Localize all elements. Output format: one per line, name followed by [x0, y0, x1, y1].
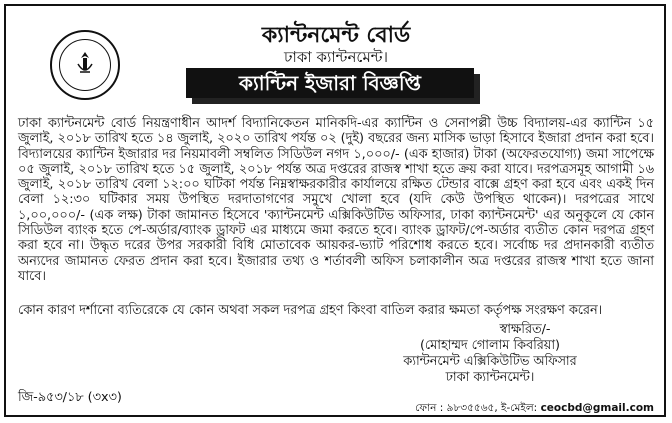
- signatory-name: (মোহাম্মদ গোলাম কিবরিয়া): [419, 338, 561, 353]
- contact-info: [415, 401, 654, 418]
- signatory-designation: ক্যান্টনমেন্ট এক্সিকিউটিভ অফিসার: [403, 354, 577, 369]
- email-label: ই-মেইল:: [501, 402, 538, 414]
- signatory-office: ঢাকা ক্যান্টনমেন্ট।: [445, 370, 535, 385]
- notice-body-paragraph: ঢাকা ক্যান্টনমেন্ট বোর্ড নিয়ন্ত্রণাধীন আদর্শ বিদ্যানিকেতন মানিকদি-এর ক্যান্টিন ও সেনাপল্লী উচ্চ বিদ্যালয়-এর ক্যান্টিন ১৫ জুলাই, ২০১৮ তারিখ হতে ১৪ জুলাই, ২০২০ তারিখ পর্যন্ত ০২ (দুই) বছরের জন্য মাসিক ভাড়া হিসাবে ইজারা প্রদান করা হবে। বিদ্যালয়ের ক্যান্টিন ইজারার দর নিয়মাবলী সম্বলিত সিডিউল নগদ ১,০০০/- (এক হাজার) টাকা (অফেরতযোগ্য) জমা সাপেক্ষে ০৫ জুলাই, ২০১৮ তারিখ হতে ১৫ জুলাই, ২০১৮ পর্যন্ত অত্র দপ্তরের রাজস্ব শাখা হতে ক্রয় করা যাবে। দরপত্রসমূহ আগামী ১৬ জুলাই, ২০১৮ তারিখ বেলা ১২:০০ ঘটিকা পর্যন্ত নিম্নস্বাক্ষরকারীর কার্যালয়ে রক্ষিত টেন্ডার বাক্সে গ্রহণ করা হবে এবং একই দিন বেলা ১২:৩০ ঘটিকার সময় উপস্থিত দরদাতাগণের সমুখে খোলা হবে (যদি কেউ উপস্থিত থাকেন)। দরপত্রের সাথে ১,০০,০০০/- (এক লক্ষ) টাকা জামানত হিসেবে 'ক্যান্টনমেন্ট এক্সিকিউটিভ অফিসার, ঢাকা ক্যান্টনমেন্ট' এর অনুকূলে যে কোন সিডিউল ব্যাংক হতে পে-অর্ডার/ব্যাংক ড্রাফট এর মাধ্যমে জমা করতে হবে। ব্যাংক ড্রাফট/পে-অর্ডার ব্যতীত কোন দরপত্র গ্রহণ করা হবে না। উদ্ধৃত দরের উপর সরকারী বিধি মোতাবেক আয়কর-ভ্যাট পরিশোধ করতে হবে। সর্বোচ্চ দর প্রদানকারী ব্যতীত অন্যদের জামানত ফেরত প্রদান করা হবে। ইজারার তথ্য ও শর্তাবলী অফিস চলাকালীন অত্র দপ্তরের রাজস্ব শাখা হতে জানা যাবে।: [18, 116, 654, 284]
- email-address: ceocbd@gmail.com: [540, 402, 654, 414]
- notice-title: ক্যান্টিন ইজারা বিজ্ঞপ্তি: [186, 68, 474, 98]
- notice-closing-paragraph: কোন কারণ দর্শানো ব্যতিরেকে যে কোন অথবা সকল দরপত্র গ্রহণ কিংবা বাতিল করার ক্ষমতা কর্তৃপক্ষ সংরক্ষণ করেন।: [18, 303, 603, 318]
- signed-label: স্বাক্ষরিত/-: [499, 322, 551, 337]
- org-name: ক্যান্টনমেন্ট বোর্ড: [261, 23, 411, 48]
- reference-number: জি-৯৫৩/১৮ (৩x৩): [18, 390, 122, 405]
- notice-title-banner: [186, 68, 486, 104]
- signature-block: [330, 322, 650, 386]
- org-location: ঢাকা ক্যান্টনমেন্ট।: [284, 48, 388, 66]
- phone-number: ফোন : ৯৮৩৫৫৬৫,: [415, 402, 498, 414]
